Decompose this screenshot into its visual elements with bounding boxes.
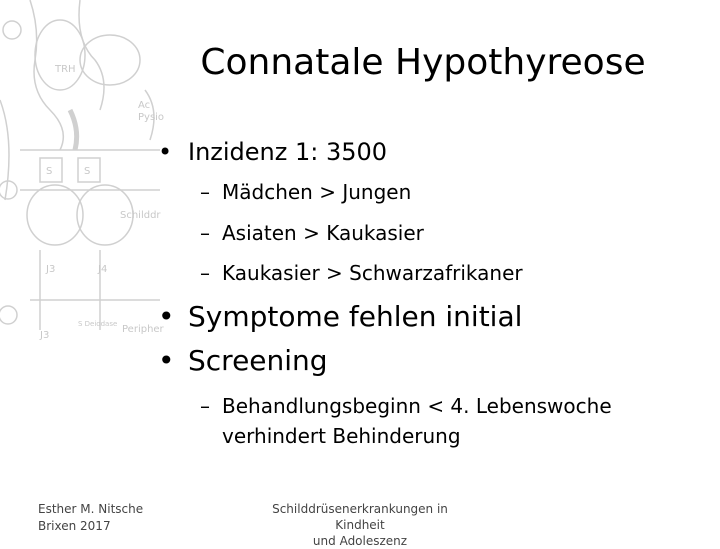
figure-label: J4 [98, 264, 108, 275]
sub-bullet [200, 221, 424, 245]
figure-label: S [84, 166, 91, 177]
figure-label: Peripher [122, 324, 164, 335]
footer-topic-line: und Adoleszenz [312, 534, 408, 548]
bullet-symptoms [158, 300, 522, 333]
bullet-text: Inzidenz 1: 3500 [188, 138, 388, 166]
figure-label: Pysio [138, 112, 165, 123]
sub-bullet-text: Behandlungsbeginn < 4. Lebenswoche [222, 394, 612, 418]
bullet-screening [158, 344, 328, 377]
figure-label: Schilddr [120, 210, 161, 221]
figure-label: TRH [55, 64, 76, 75]
bullet-text: Screening [188, 344, 328, 377]
sub-bullet-text: Kaukasier > Schwarzafrikaner [222, 261, 523, 285]
sub-bullet [200, 394, 612, 448]
footer-author-block [38, 501, 143, 535]
figure-label: S Deiodase [78, 320, 118, 328]
figure-label: Ac [138, 100, 151, 111]
sub-bullet-text: Mädchen > Jungen [222, 180, 412, 204]
figure-label: J3 [46, 264, 56, 275]
sub-bullet [200, 180, 411, 204]
slide-title: Connatale Hypothyreose [200, 42, 646, 83]
figure-label: J3 [40, 330, 50, 341]
figure-label: S [46, 166, 53, 177]
sub-bullet [200, 261, 523, 285]
footer-topic-line: Schilddrüsenerkrankungen in Kindheit [272, 502, 448, 532]
dash-glyph: – [200, 261, 210, 285]
dash-glyph: – [200, 180, 210, 204]
footer-author: Esther M. Nitsche [38, 502, 144, 516]
sub-bullet-text: Asiaten > Kaukasier [222, 221, 424, 245]
bullet-incidence [158, 138, 387, 166]
background-thyroid-diagram [0, 0, 165, 355]
bullet-glyph: • [158, 138, 173, 166]
footer-place-year: Brixen 2017 [38, 519, 111, 533]
sub-bullet-continuation: verhindert Behinderung [222, 424, 461, 448]
bullet-text: Symptome fehlen initial [188, 300, 523, 333]
dash-glyph: – [200, 394, 210, 418]
dash-glyph: – [200, 221, 210, 245]
bullet-glyph: • [158, 344, 175, 377]
footer-topic-block [250, 501, 470, 549]
bullet-glyph: • [158, 300, 175, 333]
